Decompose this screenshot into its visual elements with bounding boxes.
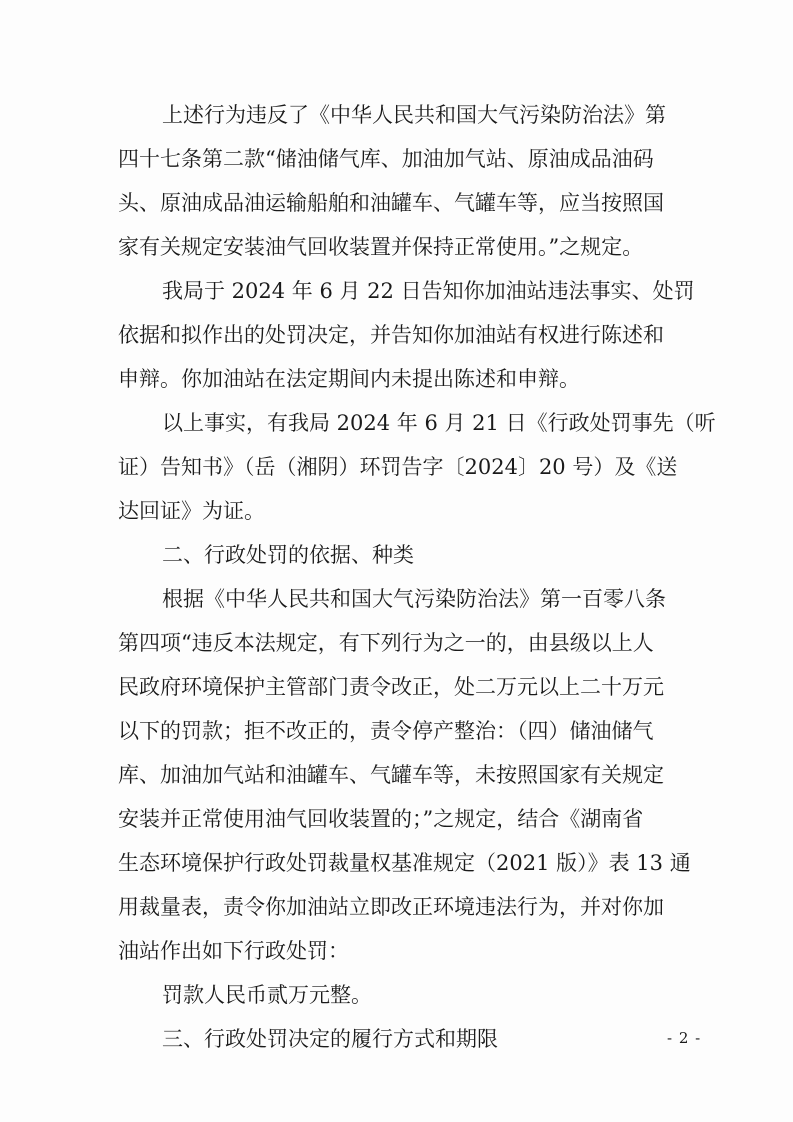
paragraph-line: 罚款人民币贰万元整。: [162, 983, 372, 1007]
paragraph-line: 民政府环境保护主管部门责令改正，处二万元以上二十万元: [118, 675, 664, 699]
page-number: - 2 -: [667, 1029, 702, 1047]
paragraph-line: 我局于 2024 年 6 月 22 日告知你加油站违法事实、处罚: [162, 279, 695, 303]
paragraph-line: 依据和拟作出的处罚决定，并告知你加油站有权进行陈述和: [118, 323, 664, 347]
paragraph-line: 头、原油成品油运输船舶和油罐车、气罐车等，应当按照国: [118, 191, 664, 215]
paragraph-line: 证）告知书》（岳（湘阴）环罚告字〔2024〕20 号）及《送: [118, 455, 678, 479]
section-heading: 二、行政处罚的依据、种类: [162, 543, 414, 567]
paragraph-line: 达回证》为证。: [118, 499, 265, 523]
paragraph-line: 用裁量表，责令你加油站立即改正环境违法行为，并对你加: [118, 895, 664, 919]
paragraph-line: 以下的罚款；拒不改正的，责令停产整治：（四）储油储气: [118, 719, 654, 743]
paragraph-line: 油站作出如下行政处罚：: [118, 939, 349, 963]
section-heading: 三、行政处罚决定的履行方式和期限: [162, 1027, 498, 1051]
paragraph-line: 生态环境保护行政处罚裁量权基准规定（2021 版）》表 13 通: [118, 851, 691, 875]
paragraph-line: 第四项“违反本法规定，有下列行为之一的，由县级以上人: [118, 631, 654, 655]
paragraph-line: 库、加油加气站和油罐车、气罐车等，未按照国家有关规定: [118, 763, 664, 787]
paragraph-line: 根据《中华人民共和国大气污染防治法》第一百零八条: [162, 587, 666, 611]
paragraph-line: 以上事实，有我局 2024 年 6 月 21 日《行政处罚事先（听: [162, 411, 716, 435]
paragraph-line: 安装并正常使用油气回收装置的；”之规定，结合《湖南省: [118, 807, 644, 831]
paragraph-line: 上述行为违反了《中华人民共和国大气污染防治法》第: [162, 103, 666, 127]
paragraph-line: 家有关规定安装油气回收装置并保持正常使用。”之规定。: [118, 235, 644, 259]
paragraph-line: 申辩。你加油站在法定期间内未提出陈述和申辩。: [118, 367, 580, 391]
paragraph-line: 四十七条第二款“储油储气库、加油加气站、原油成品油码: [118, 147, 654, 171]
